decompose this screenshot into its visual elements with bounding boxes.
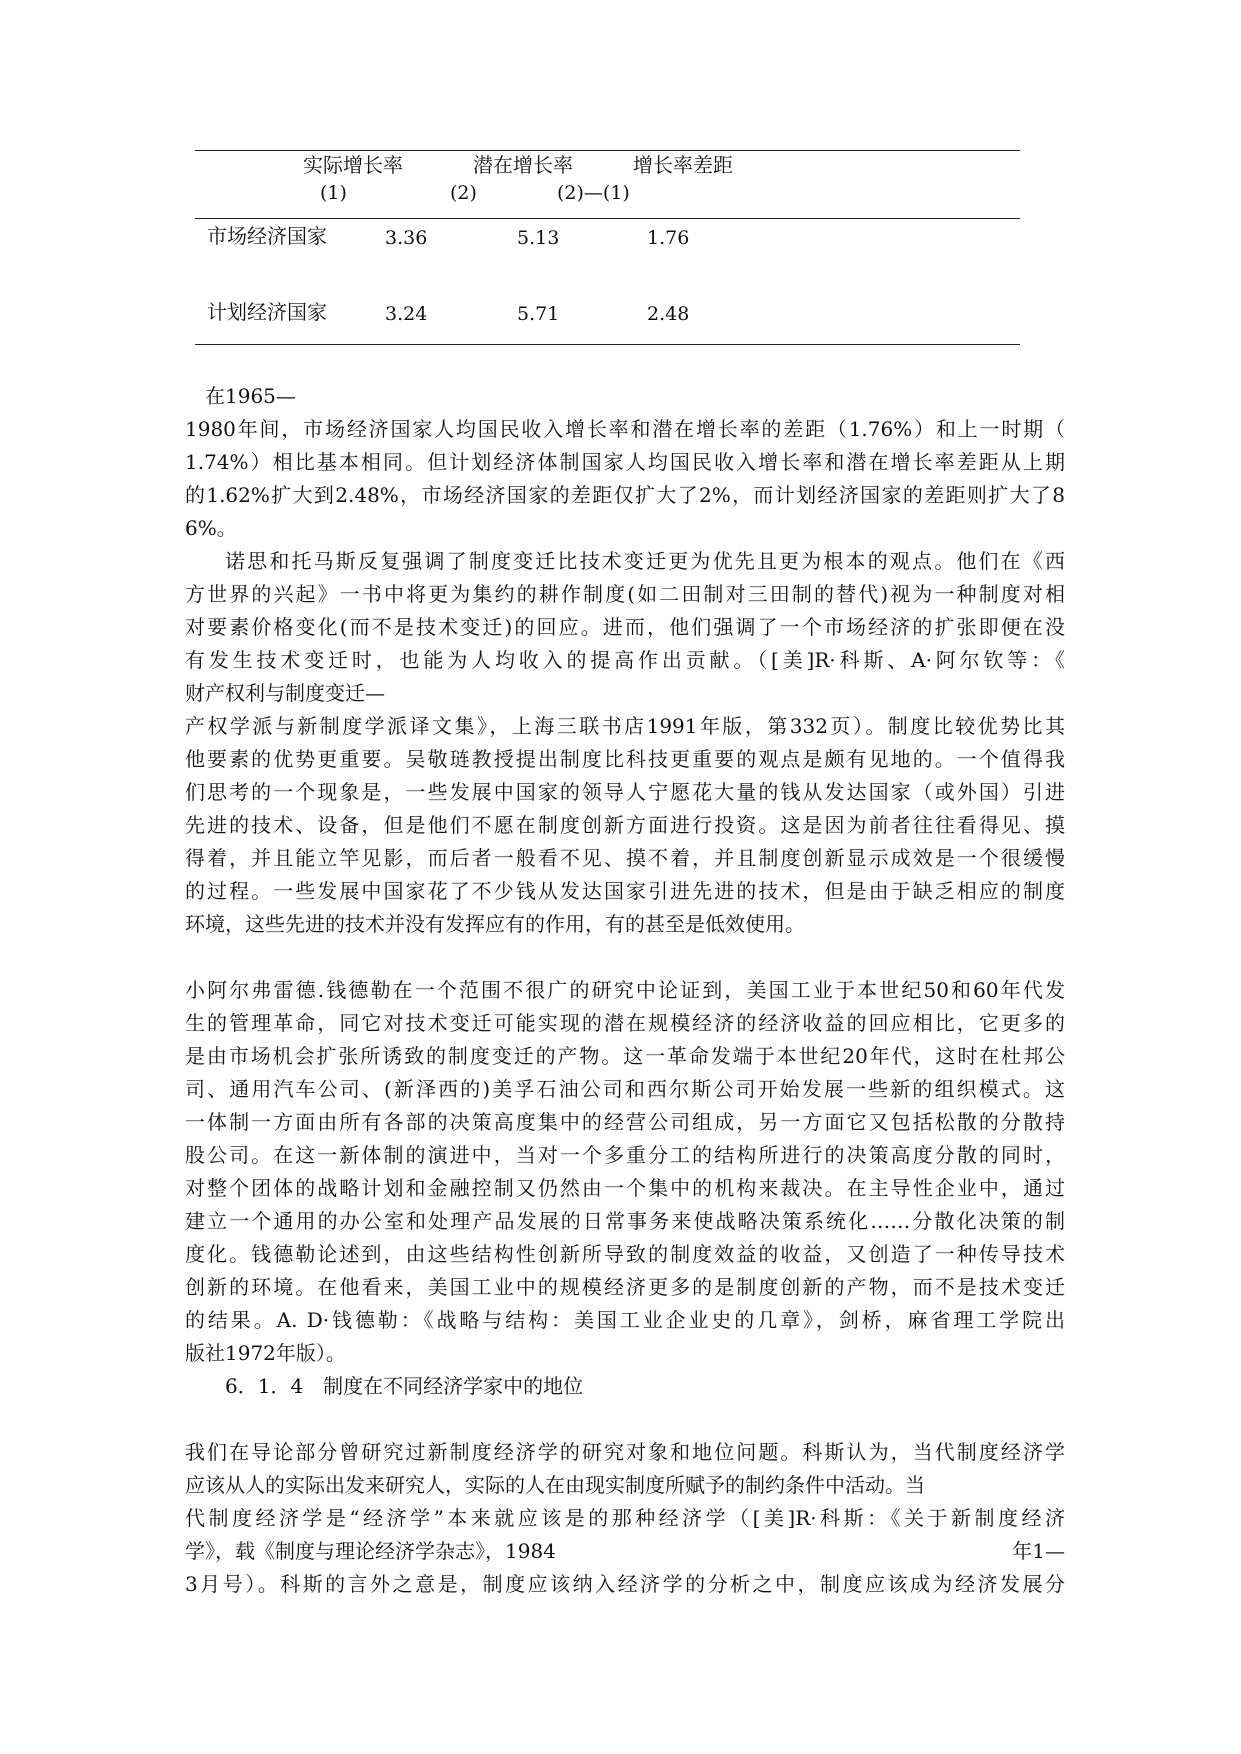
- header-potential-growth: 潜在增长率: [473, 153, 573, 177]
- text-line: 方世界的兴起》一书中将更为集约的耕作制度(如二田制对三田制的替代)视为一种制度对相: [185, 582, 1065, 606]
- text-segment: 学》，载《制度与理论经济学杂志》，1984: [185, 1539, 556, 1563]
- header-col2: (2): [450, 182, 477, 204]
- text-line: 一体制一方面由所有各部的决策高度集中的经营公司组成，另一方面它又包括松散的分散持: [185, 1110, 1065, 1134]
- text-line: 度化。钱德勒论述到，由这些结构性创新所导致的制度效益的收益，又创造了一种传导技术: [185, 1242, 1065, 1266]
- text-line: 们思考的一个现象是，一些发展中国家的领导人宁愿花大量的钱从发达国家（或外国）引进: [185, 780, 1065, 804]
- row-planned-gap: 2.48: [647, 303, 690, 325]
- text-line-split: [185, 1535, 1065, 1568]
- text-line: 创新的环境。在他看来，美国工业中的规模经济更多的是制度创新的产物，而不是技术变迁: [185, 1275, 1065, 1299]
- text-line: 产权学派与新制度学派译文集》，上海三联书店1991年版，第332页）。制度比较优势比其: [185, 714, 1065, 738]
- text-line: 应该从人的实际出发来研究人，实际的人在由现实制度所赋予的制约条件中活动。当: [185, 1473, 925, 1497]
- paragraph-3: [185, 974, 1065, 1370]
- text-line: 生的管理革命，同它对技术变迁可能实现的潜在规模经济的经济收益的回应相比，它更多的: [185, 1011, 1065, 1035]
- text-line: 1.74%）相比基本相同。但计划经济体制国家人均国民收入增长率和潜在增长率差距从上期: [185, 450, 1065, 474]
- table-header-rule: [195, 218, 1020, 219]
- text-line: 他要素的优势更重要。吴敬琏教授提出制度比科技更重要的观点是颇有见地的。一个值得我: [185, 747, 1065, 771]
- text-line: 6%。: [185, 516, 237, 540]
- text-line: 对要素价格变化(而不是技术变迁)的回应。进而，他们强调了一个市场经济的扩张即便在没: [185, 615, 1065, 639]
- text-line: 建立一个通用的办公室和处理产品发展的日常事务来使战略决策系统化……分散化决策的制: [185, 1209, 1065, 1233]
- paragraph-2: [185, 545, 1065, 941]
- paragraph-1: [185, 380, 1065, 545]
- text-line: 1980年间，市场经济国家人均国民收入增长率和潜在增长率的差距（1.76%）和上一时期（: [185, 417, 1065, 441]
- text-line: 小阿尔弗雷德.钱德勒在一个范围不很广的研究中论证到，美国工业于本世纪50和60年代发: [185, 978, 1065, 1002]
- text-line: 诺思和托马斯反复强调了制度变迁比技术变迁更为优先且更为根本的观点。他们在《西: [225, 549, 1065, 573]
- text-line: 有发生技术变迁时，也能为人均收入的提高作出贡献。（[美]R·科斯、A·阿尔钦等：《: [185, 648, 1065, 672]
- document-body: [185, 380, 1065, 1601]
- row-planned-actual: 3.24: [385, 303, 428, 325]
- text-line: 得着，并且能立竿见影，而后者一般看不见、摸不着，并且制度创新显示成效是一个很缓慢: [185, 846, 1065, 870]
- section-heading: 6．1．4 制度在不同经济学家中的地位: [225, 1374, 584, 1398]
- text-segment: 年1—: [1012, 1539, 1065, 1563]
- text-line: 的1.62%扩大到2.48%，市场经济国家的差距仅扩大了2%，而计划经济国家的差距则扩大了8: [185, 483, 1065, 507]
- paragraph-gap: [185, 941, 1065, 974]
- text-line: 代制度经济学是“经济学”本来就应该是的那种经济学（[美]R·科斯：《关于新制度经济: [185, 1506, 1065, 1530]
- text-line: 司、通用汽车公司、(新泽西的)美孚石油公司和西尔斯公司开始发展一些新的组织模式。这: [185, 1077, 1065, 1101]
- text-line: 我们在导论部分曾研究过新制度经济学的研究对象和地位问题。科斯认为，当代制度经济学: [185, 1440, 1065, 1464]
- row-market-actual: 3.36: [385, 227, 428, 249]
- row-planned-potential: 5.71: [517, 303, 560, 325]
- row-market-gap: 1.76: [647, 227, 690, 249]
- paragraph-4: [185, 1436, 1065, 1601]
- text-line: 对整个团体的战略计划和金融控制又仍然由一个集中的机构来裁决。在主导性企业中，通过: [185, 1176, 1065, 1200]
- text-line: 先进的技术、设备，但是他们不愿在制度创新方面进行投资。这是因为前者往往看得见、摸: [185, 813, 1065, 837]
- table-top-rule: [195, 150, 1020, 151]
- growth-rate-table: [195, 150, 1020, 348]
- text-line: 3月号）。科斯的言外之意是，制度应该纳入经济学的分析之中，制度应该成为经济发展分: [185, 1572, 1065, 1596]
- text-line: 版社1972年版）。: [185, 1341, 346, 1365]
- table-bottom-rule: [195, 344, 1020, 345]
- header-col1: (1): [320, 182, 347, 204]
- row-label-planned: 计划经济国家: [207, 300, 327, 324]
- row-label-market: 市场经济国家: [207, 224, 327, 248]
- row-market-potential: 5.13: [517, 227, 560, 249]
- text-line: 是由市场机会扩张所诱致的制度变迁的产物。这一革命发端于本世纪20年代，这时在杜邦公: [185, 1044, 1065, 1068]
- text-line: 股公司。在这一新体制的演进中，当对一个多重分工的结构所进行的决策高度分散的同时，: [185, 1143, 1065, 1167]
- header-actual-growth: 实际增长率: [303, 153, 403, 177]
- text-line: 环境，这些先进的技术并没有发挥应有的作用，有的甚至是低效使用。: [185, 912, 805, 936]
- text-line: 的过程。一些发展中国家花了不少钱从发达国家引进先进的技术，但是由于缺乏相应的制度: [185, 879, 1065, 903]
- header-col3: (2)—(1): [557, 182, 630, 204]
- text-line: 财产权利与制度变迁—: [185, 681, 385, 705]
- text-line: 的结果。A. D·钱德勒：《战略与结构：美国工业企业史的几章》，剑桥，麻省理工学院出: [185, 1308, 1065, 1332]
- header-growth-gap: 增长率差距: [633, 153, 733, 177]
- paragraph-gap: [185, 1403, 1065, 1436]
- text-line: 在1965—: [205, 384, 296, 408]
